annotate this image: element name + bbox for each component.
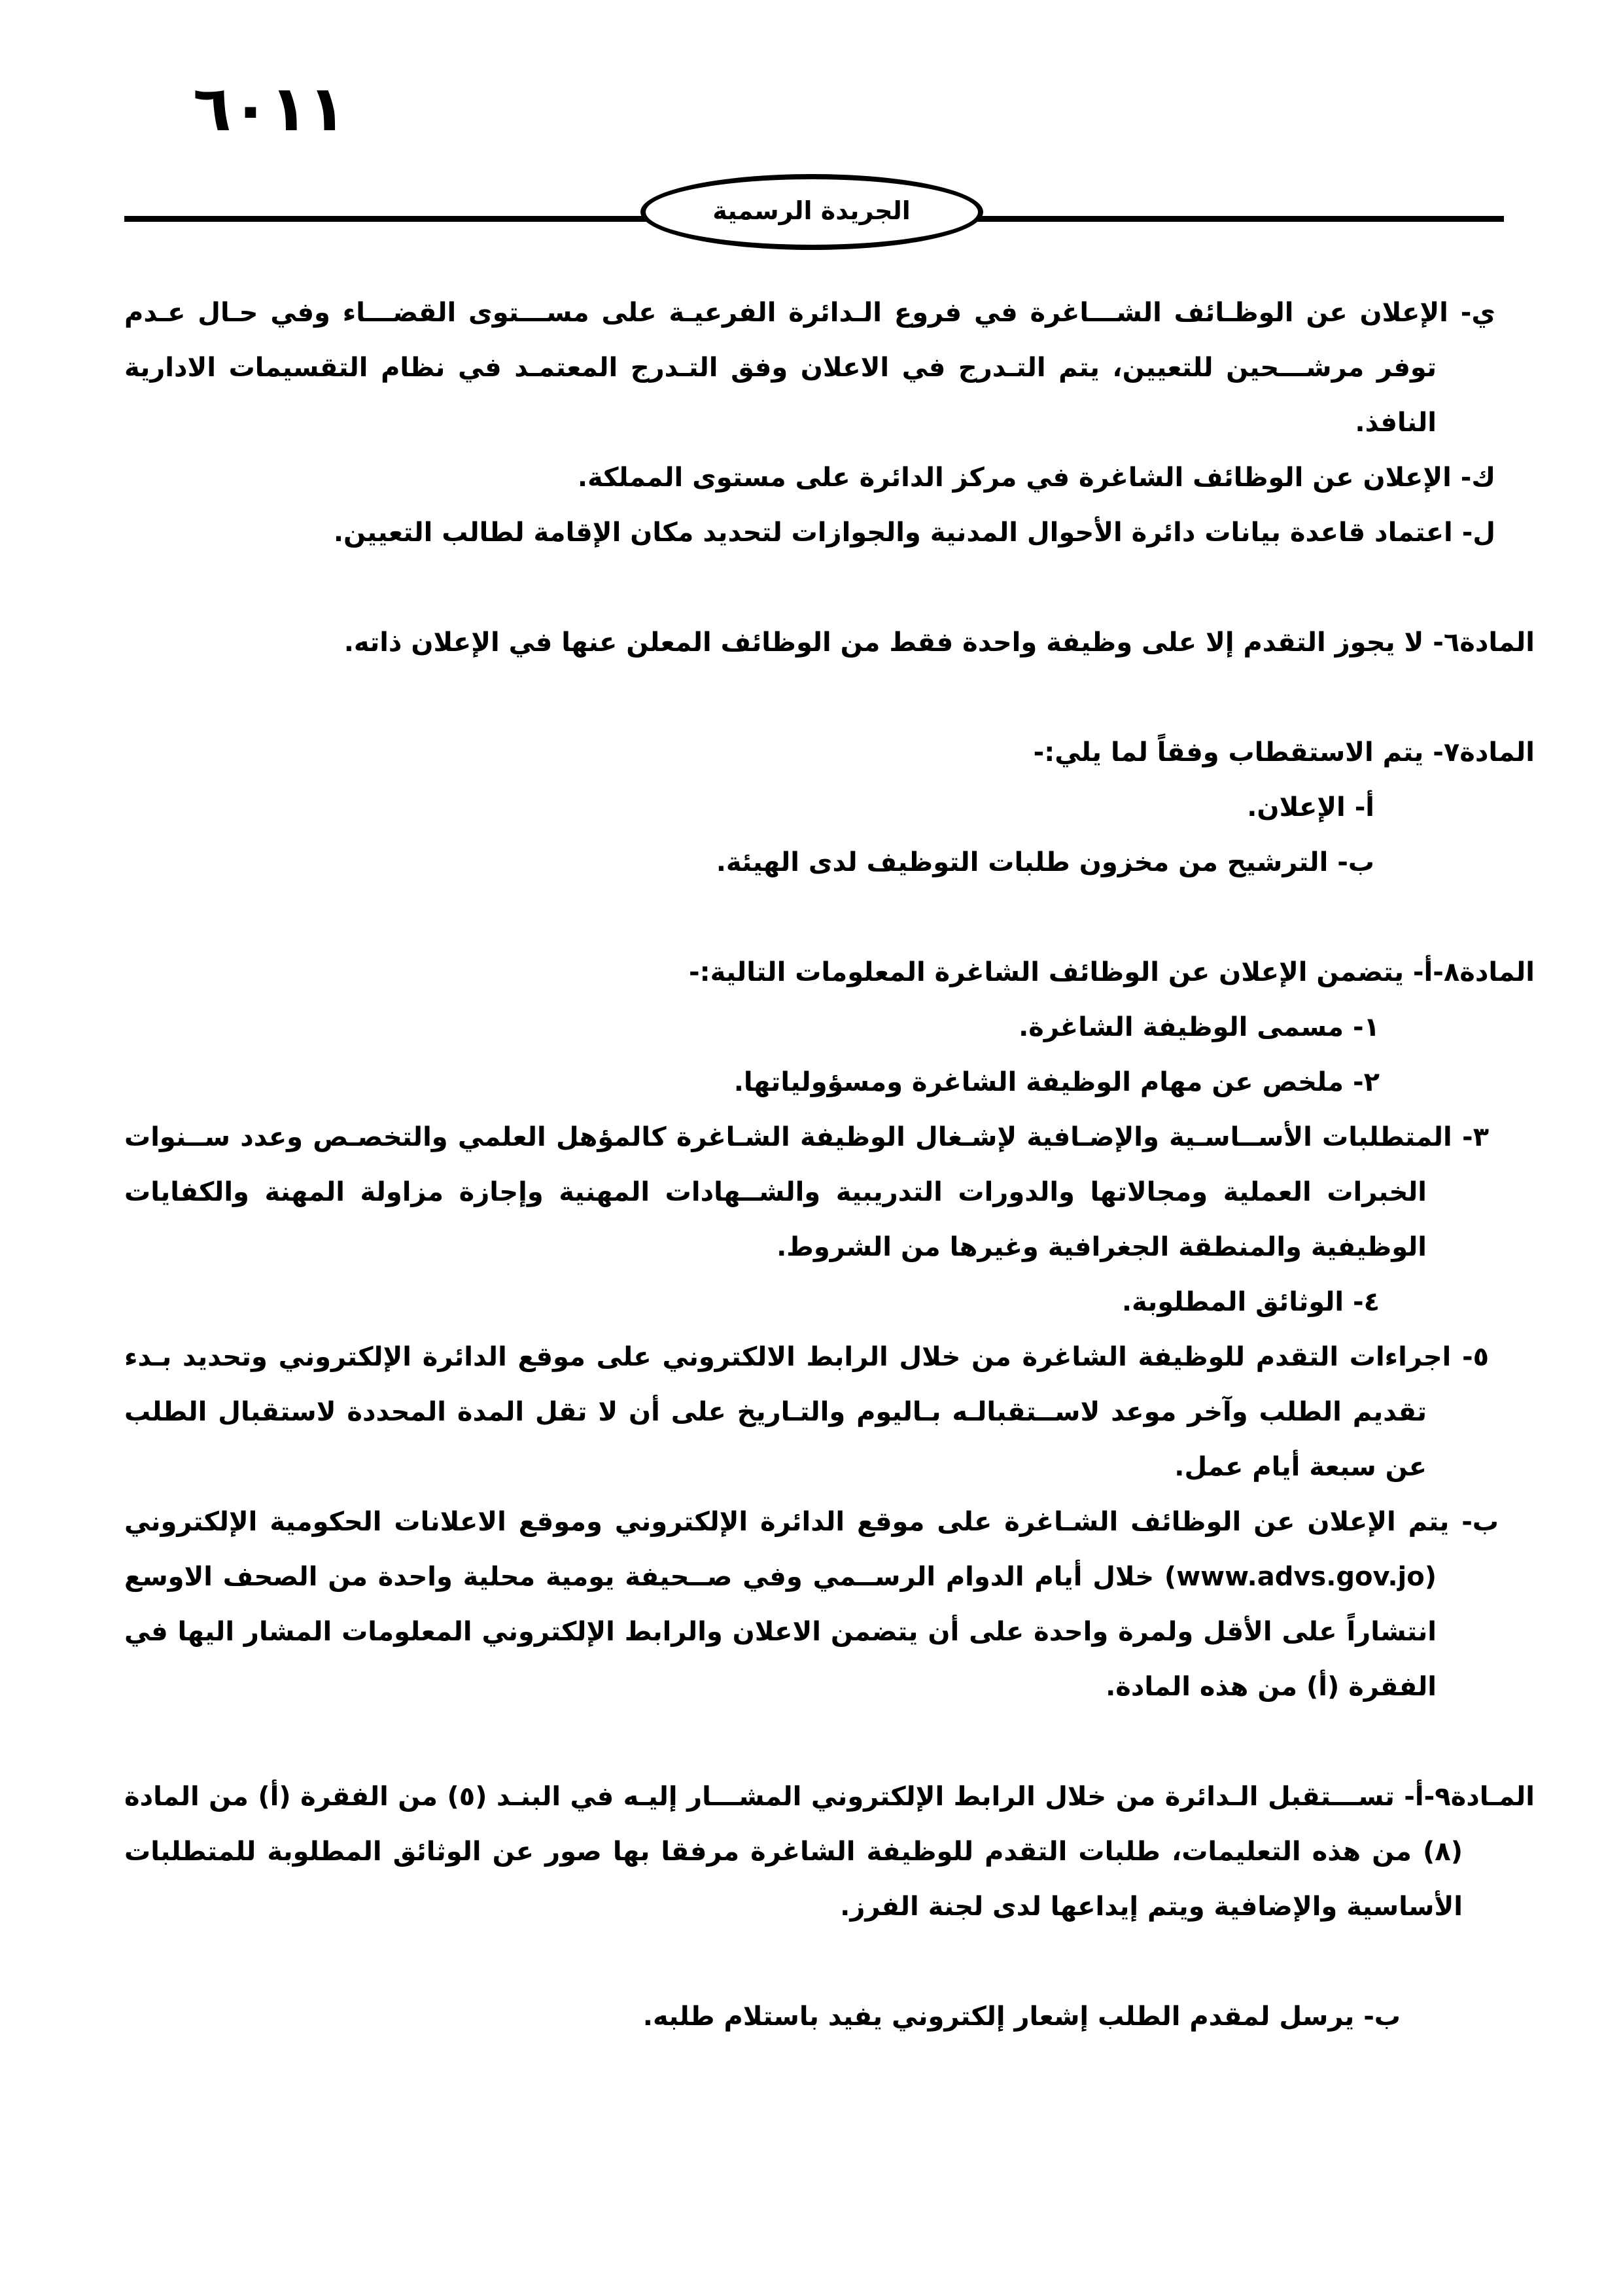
paragraph-clause-k: ك- الإعلان عن الوظائف الشاغرة في مركز الدائرة على مستوى المملكة. <box>577 463 1495 493</box>
paragraph-article-8-b: ب- يتم الإعلان عن الوظائف الشـاغرة على موقع الدائرة الإلكتروني وموقع الاعلانات الحكومية الإلكتروني (www.advs.gov.jo) خلال أيام الدوام الرســمي وفي صــحيفة يومية محلية واحدة من الصحف الاوسع انتشاراً على الأقل ولمرة واحدة على أن يتضمن الاعلان والرابط الإلكتروني المعلومات المشار اليها في الفقرة (أ) من هذه المادة. <box>124 1507 1499 1702</box>
paragraph-article-8-a: المادة٨-أ- يتضمن الإعلان عن الوظائف الشاغرة المعلومات التالية:- <box>689 957 1535 987</box>
page-number: ٦٠١١ <box>193 72 347 145</box>
paragraph-clause-y: ي- الإعلان عن الوظـائف الشـــاغرة في فروع الـدائرة الفرعيـة على مســـتوى القضـــاء وفي حـال عـدم توفر مرشـــحين للتعيين، يتم التـدرج في الاعلان وفق التـدرج المعتمـد في نظام التقسيمات الادارية النافذ. <box>124 298 1495 438</box>
paragraph-clause-l: ل- اعتماد قاعدة بيانات دائرة الأحوال المدنية والجوازات لتحديد مكان الإقامة لطالب التعيين. <box>333 518 1495 548</box>
gazette-title: الجريدة الرسمية <box>712 196 911 225</box>
paragraph-article-8-a-4: ٤- الوثائق المطلوبة. <box>1121 1287 1380 1317</box>
paragraph-article-8-a-2: ٢- ملخص عن مهام الوظيفة الشاغرة ومسؤولياتها. <box>733 1067 1380 1097</box>
paragraph-article-8-a-3: ٣- المتطلبات الأســاسـية والإضـافية لإشـغال الوظيفة الشـاغرة كالمؤهل العلمي والتخصـص وعدد ســنوات الخبرات العملية ومجالاتها والدورات التدريبية والشــهادات المهنية وإجازة مزاولة المهنة والكفايات الوظيفية والمنطقة الجغرافية وغيرها من الشروط. <box>124 1122 1489 1262</box>
gazette-title-ellipse <box>640 174 983 250</box>
paragraph-article-7-b: ب- الترشيح من مخزون طلبات التوظيف لدى الهيئة. <box>716 847 1374 877</box>
document-body <box>124 285 1535 2044</box>
paragraph-article-8-a-5: ٥- اجراءات التقدم للوظيفة الشاغرة من خلال الرابط الالكتروني على موقع الدائرة الإلكتروني وتحديد بـدء تقديم الطلب وآخر موعد لاســتقبالـه بـاليوم والتـاريخ على أن لا تقل المدة المحددة لاستقبال الطلب عن سبعة أيام عمل. <box>124 1342 1489 1482</box>
paragraph-article-7-a: أ- الإعلان. <box>1247 792 1374 822</box>
paragraph-article-6: المادة٦- لا يجوز التقدم إلا على وظيفة واحدة فقط من الوظائف المعلن عنها في الإعلان ذاته. <box>343 627 1535 658</box>
paragraph-article-9-b: ب- يرسل لمقدم الطلب إشعار إلكتروني يفيد باستلام طلبه. <box>642 2002 1401 2032</box>
paragraph-article-8-a-1: ١- مسمى الوظيفة الشاغرة. <box>1019 1012 1380 1042</box>
paragraph-article-9-a: المـادة٩-أ- تســـتقبل الـدائرة من خلال الرابط الإلكتروني المشـــار إليـه في البنـد (٥) من الفقرة (أ) من المادة (٨) من هذه التعليمات، طلبات التقدم للوظيفة الشاغرة مرفقا بها صور عن الوثائق المطلوبة للمتطلبات الأساسية والإضافية ويتم إيداعها لدى لجنة الفرز. <box>124 1782 1535 1922</box>
paragraph-article-7: المادة٧- يتم الاستقطاب وفقاً لما يلي:- <box>1033 737 1535 768</box>
